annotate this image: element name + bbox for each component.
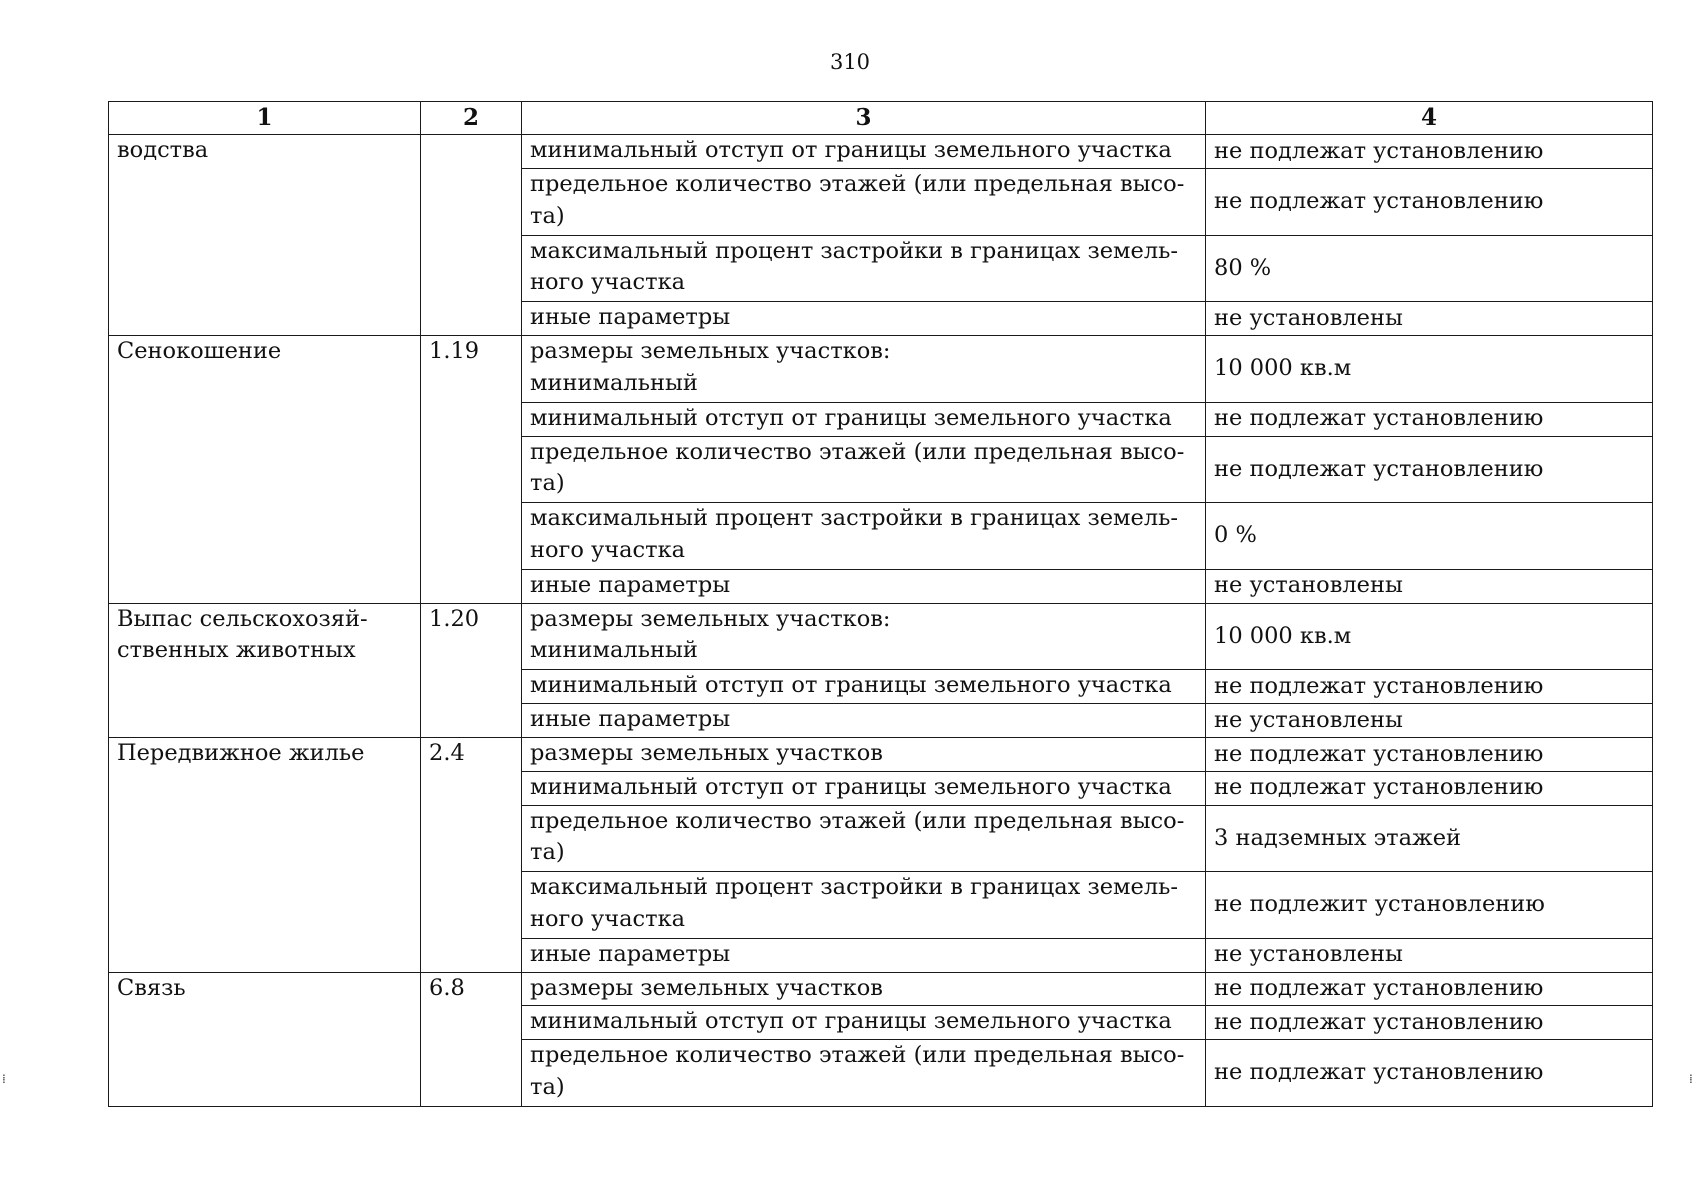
parameter-value: не подлежит установлению <box>1206 872 1653 939</box>
parameter-value: 0 % <box>1206 503 1653 570</box>
parameter-value: не подлежат установлению <box>1206 436 1653 503</box>
parameter-name: размеры земельных участков <box>522 972 1206 1006</box>
parameter-value: не подлежат установлению <box>1206 402 1653 436</box>
left-margin-mark: ⁞ <box>2 1072 6 1086</box>
parameter-value: не установлены <box>1206 704 1653 738</box>
table-row <box>109 737 1653 771</box>
parameter-name: предельное количество этажей (или предельная высо- та) <box>522 1040 1206 1107</box>
parameter-value: не подлежат установлению <box>1206 1040 1653 1107</box>
parameter-value: не подлежат установлению <box>1206 737 1653 771</box>
parameter-name: предельное количество этажей (или предельная высо- та) <box>522 805 1206 872</box>
right-margin-mark: ⁞ <box>1689 1072 1693 1086</box>
header-row <box>109 102 1653 135</box>
parameter-value: 10 000 кв.м <box>1206 603 1653 670</box>
page-number: 310 <box>829 50 871 74</box>
header-col-3: 3 <box>522 102 1206 135</box>
use-type-name: Сенокошение <box>109 336 421 604</box>
use-type-code: 6.8 <box>421 972 522 1106</box>
parameter-value: 10 000 кв.м <box>1206 336 1653 403</box>
parameter-name: иные параметры <box>522 302 1206 336</box>
parameters-table <box>108 101 1653 1107</box>
parameter-name: минимальный отступ от границы земельного участка <box>522 670 1206 704</box>
table-row <box>109 972 1653 1006</box>
parameter-name: минимальный отступ от границы земельного участка <box>522 135 1206 169</box>
use-type-name: Связь <box>109 972 421 1106</box>
header-col-4: 4 <box>1206 102 1653 135</box>
use-type-code <box>421 135 522 336</box>
header-col-1: 1 <box>109 102 421 135</box>
table-row <box>109 135 1653 169</box>
parameter-value: 80 % <box>1206 235 1653 302</box>
parameter-name: иные параметры <box>522 704 1206 738</box>
parameter-name: размеры земельных участков: минимальный <box>522 336 1206 403</box>
use-type-code: 1.20 <box>421 603 522 737</box>
parameter-name: размеры земельных участков: минимальный <box>522 603 1206 670</box>
parameter-value: не подлежат установлению <box>1206 135 1653 169</box>
parameter-value: не подлежат установлению <box>1206 771 1653 805</box>
parameter-value: 3 надземных этажей <box>1206 805 1653 872</box>
use-type-name: Выпас сельскохозяй- ственных животных <box>109 603 421 737</box>
use-type-name: Передвижное жилье <box>109 737 421 972</box>
parameter-name: предельное количество этажей (или предельная высо- та) <box>522 169 1206 236</box>
parameter-value: не подлежат установлению <box>1206 169 1653 236</box>
parameter-name: иные параметры <box>522 569 1206 603</box>
parameter-name: минимальный отступ от границы земельного участка <box>522 771 1206 805</box>
parameter-value: не установлены <box>1206 569 1653 603</box>
parameter-value: не подлежат установлению <box>1206 972 1653 1006</box>
table-header <box>109 102 1653 135</box>
use-type-name: водства <box>109 135 421 336</box>
table-row <box>109 336 1653 403</box>
parameter-name: максимальный процент застройки в границах земель- ного участка <box>522 503 1206 570</box>
parameter-name: минимальный отступ от границы земельного участка <box>522 1006 1206 1040</box>
parameter-name: предельное количество этажей (или предельная высо- та) <box>522 436 1206 503</box>
parameter-name: максимальный процент застройки в границах земель- ного участка <box>522 235 1206 302</box>
parameter-name: минимальный отступ от границы земельного участка <box>522 402 1206 436</box>
parameter-value: не подлежат установлению <box>1206 670 1653 704</box>
parameter-name: иные параметры <box>522 938 1206 972</box>
table-body <box>109 135 1653 1107</box>
header-col-2: 2 <box>421 102 522 135</box>
parameter-value: не подлежат установлению <box>1206 1006 1653 1040</box>
use-type-code: 1.19 <box>421 336 522 604</box>
parameter-value: не установлены <box>1206 938 1653 972</box>
parameter-name: размеры земельных участков <box>522 737 1206 771</box>
parameter-name: максимальный процент застройки в границах земель- ного участка <box>522 872 1206 939</box>
parameter-value: не установлены <box>1206 302 1653 336</box>
use-type-code: 2.4 <box>421 737 522 972</box>
table-row <box>109 603 1653 670</box>
